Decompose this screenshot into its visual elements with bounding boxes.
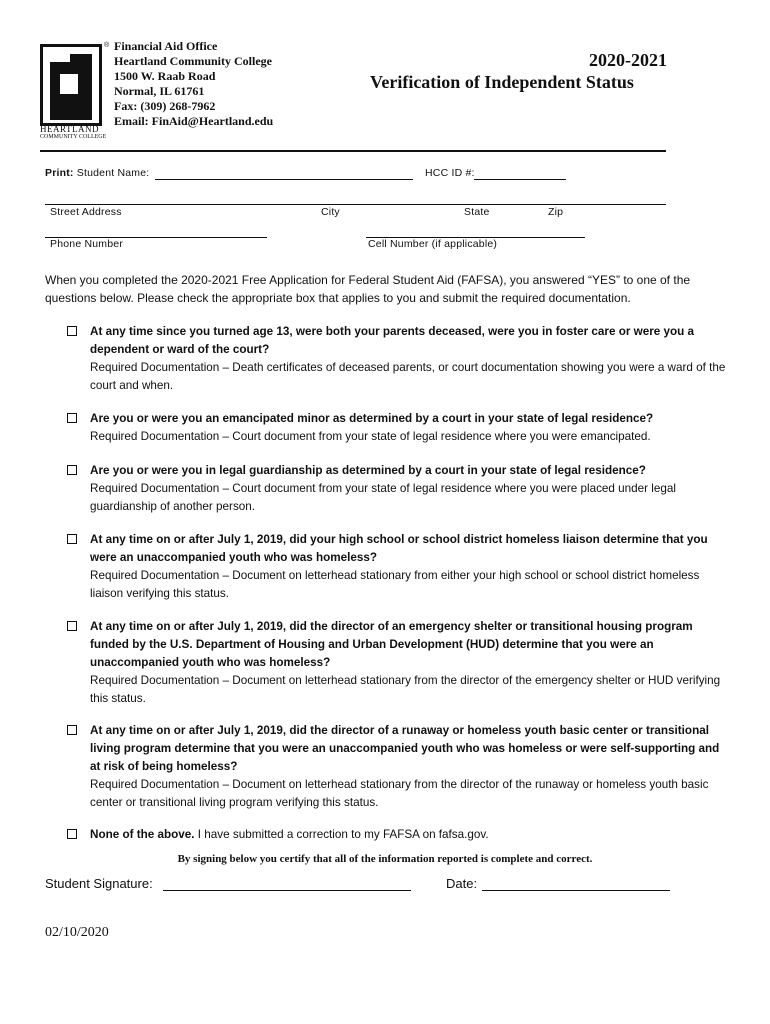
signature-label: Student Signature:: [45, 876, 153, 891]
list-item-none: [67, 826, 727, 844]
logo-name: HEARTLAND: [40, 124, 99, 134]
address-field[interactable]: [45, 204, 666, 205]
zip-label: Zip: [548, 206, 564, 218]
item-checkbox[interactable]: [67, 413, 77, 423]
item-question: At any time on or after July 1, 2019, did your high school or school district homeless liaison determine that you were an unaccompanied youth who was homeless?: [90, 533, 708, 564]
item-required-doc: Required Documentation – Death certificates of deceased parents, or court documentation showing you were a ward of the court and when.: [90, 361, 726, 392]
footer-date: 02/10/2020: [45, 925, 109, 940]
office-address: [114, 39, 273, 129]
list-item: [67, 618, 727, 708]
cell-number-label: Cell Number (if applicable): [368, 238, 498, 250]
city-label: City: [321, 206, 340, 218]
item-required-doc: Required Documentation – Court document from your state of legal residence where you were placed under legal guardianship of another person.: [90, 482, 677, 513]
hcc-id-label: HCC ID #:: [425, 167, 475, 179]
item-checkbox[interactable]: [67, 465, 77, 475]
city-line: Normal, IL 61761: [114, 84, 205, 98]
student-name-label: Student Name:: [76, 167, 150, 179]
item-question: At any time on or after July 1, 2019, did the director of a runaway or homeless youth basic center or transitional living program determine that you were an unaccompanied youth who was homeless or were self-supporting and at risk of being homeless?: [90, 724, 720, 773]
none-item-bold: None of the above.: [90, 828, 195, 841]
print-label: Print:: [45, 167, 74, 179]
list-item: [67, 722, 727, 812]
logo-sub: COMMUNITY COLLEGE: [40, 134, 107, 140]
phone-number-label: Phone Number: [50, 238, 124, 250]
none-checkbox[interactable]: [67, 829, 77, 839]
item-checkbox[interactable]: [67, 326, 77, 336]
signature-field[interactable]: [163, 890, 411, 891]
date-field[interactable]: [482, 890, 670, 891]
date-label: Date:: [446, 876, 478, 891]
list-item: [67, 323, 727, 395]
item-checkbox[interactable]: [67, 534, 77, 544]
none-item-text: [90, 826, 727, 844]
certify-statement: By signing below you certify that all of the information reported is complete and correct.: [177, 853, 593, 865]
list-item: [67, 531, 727, 603]
item-question: At any time on or after July 1, 2019, did the director of an emergency shelter or transitional housing program funded by the U.S. Department of Housing and Urban Development (HUD) determine that you were an unaccompanied youth who was homeless?: [90, 620, 693, 669]
item-question: At any time since you turned age 13, were both your parents deceased, were you in foster care or were you a dependent or ward of the court?: [90, 325, 695, 356]
hcc-id-field[interactable]: [474, 179, 566, 180]
street-line: 1500 W. Raab Road: [114, 69, 216, 83]
student-name-field[interactable]: [155, 179, 413, 180]
fax-line: Fax: (309) 268-7962: [114, 99, 216, 113]
street-address-label: Street Address: [50, 206, 122, 218]
none-item-rest: I have submitted a correction to my FAFSA on fafsa.gov.: [194, 828, 489, 841]
college-name: Heartland Community College: [114, 54, 272, 68]
logo-trademark: ®: [104, 42, 110, 49]
item-required-doc: Required Documentation – Document on letterhead stationary from the director of the runaway or homeless youth basic center or transitional living program verifying this status.: [90, 778, 709, 809]
item-required-doc: Required Documentation – Document on letterhead stationary from the director of the emergency shelter or HUD verifying this status.: [90, 674, 721, 705]
list-item: [67, 462, 727, 516]
item-question: Are you or were you an emancipated minor as determined by a court in your state of legal residence?: [90, 412, 654, 425]
logo-building-gap: [60, 74, 78, 94]
item-required-doc: Required Documentation – Court document from your state of legal residence where you were emancipated.: [90, 430, 651, 443]
form-title: Verification of Independent Status: [370, 72, 634, 92]
intro-paragraph: When you completed the 2020-2021 Free Application for Federal Student Aid (FAFSA), you answered “YES” to one of the questions below. Please check the appropriate box that applies to you and submit the required documentation.: [45, 273, 691, 305]
office-name: Financial Aid Office: [114, 39, 218, 53]
item-required-doc: Required Documentation – Document on letterhead stationary from either your high school or school district homeless liaison verifying this status.: [90, 569, 700, 600]
student-name-row: [45, 167, 149, 179]
item-checkbox[interactable]: [67, 725, 77, 735]
item-question: Are you or were you in legal guardianship as determined by a court in your state of legal residence?: [90, 464, 646, 477]
form-year: 2020-2021: [589, 50, 667, 70]
state-label: State: [464, 206, 490, 218]
item-checkbox[interactable]: [67, 621, 77, 631]
list-item: [67, 410, 727, 446]
college-logo: [40, 42, 110, 142]
email-line: Email: FinAid@Heartland.edu: [114, 114, 274, 128]
header-divider: [40, 150, 666, 152]
